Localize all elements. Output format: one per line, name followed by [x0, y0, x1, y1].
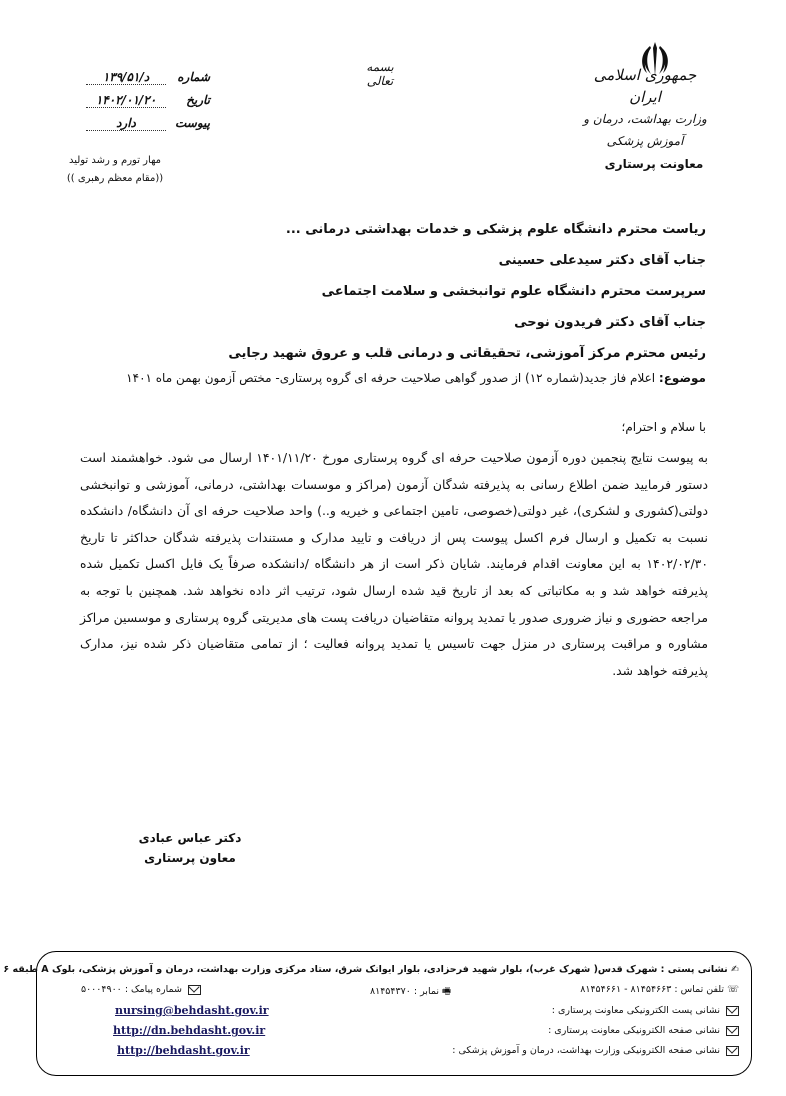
footer-ministry-site-label: نشانی صفحه الکترونیکی وزارت بهداشت، درمان و آموزش پزشکی :	[452, 1045, 739, 1056]
letter-body: به پیوست نتایج پنجمین دوره آزمون صلاحیت حرفه ای گروه پرستاری مورخ ۱۴۰۱/۱۱/۲۰ ارسال می شود. خواهشمند است دستور فرمایید ضمن اطلاع رسانی به پذیرفته شدگان آزمون (مراکز و موسسات بهداشتی، درمانی، آموزشی و توانبخشی دولتی(کشوری و لشکری)، غیر دولتی(خصوصی، تامین اجتماعی و خیریه و..) واحد صلاحیت حرفه ای آن دانشگاه/ دانشکده نسبت به تکمیل و ارسال فرم اکسل پیوست پس از دریافت و تایید مدارک و مستندات پذیرفته شدگان حداکثر تا تاریخ ۱۴۰۲/۰۲/۳۰ به این معاونت اقدام فرمایند. شایان ذکر است از هر دانشگاه /دانشکده صرفاً یک فایل اکسل تکمیل شده پذیرفته خواهد شد و به مکاتباتی که بعد از تاریخ قید شده ارسال شود، ترتیب اثر داده نخواهد شد. همچنین با توجه به مراجعه حضوری و نیاز ضروری صدور یا تمدید پروانه متقاضیان دریافت پست های مدیریتی گروه پرستاری و موسسین مراکز مشاوره و مراقبت پرستاری در منزل جهت تاسیس یا تمدید پروانه فعالیت ؛ از تمامی متقاضیان ذکر شده نیز، مدارک پذیرفته خواهد شد.	[80, 450, 708, 678]
slogan-line2: ((مقام معظم رهبری ))	[66, 173, 164, 184]
addressee-line: سرپرست محترم دانشگاه علوم توانبخشی و سلامت اجتماعی	[321, 284, 706, 299]
footer-site-label: نشانی صفحه الکترونیکی معاونت پرستاری :	[548, 1025, 739, 1036]
envelope-icon	[726, 1046, 739, 1056]
footer-email-label: نشانی پست الکترونیکی معاونت پرستاری :	[552, 1005, 739, 1016]
addressee-line: جناب آقای دکتر فریدون نوحی	[514, 315, 706, 330]
attachment-value: دارد	[86, 116, 166, 131]
fax-icon: 🖷	[442, 986, 451, 997]
footer-address	[3, 964, 739, 975]
envelope-icon	[726, 1026, 739, 1036]
addressee-line: جناب آقای دکتر سیدعلی حسینی	[498, 253, 706, 268]
phone-text: تلفن تماس : ۸۱۴۵۴۶۶۳ - ۸۱۴۵۴۶۶۱	[580, 984, 725, 995]
addressee-list	[66, 214, 706, 369]
slogan	[40, 152, 190, 188]
signature-block	[130, 828, 250, 868]
subject-line	[6, 371, 706, 385]
phone-icon: ☏	[727, 984, 739, 995]
email-link[interactable]: nursing@behdasht.gov.ir	[115, 1004, 269, 1017]
ministry-line1: جمهوری اسلامی ایران	[593, 66, 697, 106]
deputy-site-link[interactable]: http://dn.behdasht.gov.ir	[113, 1024, 266, 1037]
addressee-line: ریاست محترم دانشگاه علوم پزشکی و خدمات بهداشتی درمانی ...	[285, 222, 706, 237]
signatory-name: دکتر عباس عبادی	[138, 831, 242, 845]
subject-label: موضوع:	[658, 371, 706, 385]
sms-text: شماره پیامک : ۵۰۰۰۴۹۰۰	[80, 984, 182, 995]
letter-date-row	[70, 93, 210, 111]
footer-sms	[81, 984, 201, 995]
letter-attachment-row	[70, 116, 210, 134]
number-value: د/۱۳۹/۵۱	[86, 70, 166, 85]
greeting: با سلام و احترام؛	[621, 420, 706, 434]
pen-icon: ✍	[731, 964, 739, 975]
ministry-logo	[580, 64, 710, 152]
slogan-line1: مهار تورم و رشد تولید	[68, 155, 162, 166]
envelope-icon	[188, 985, 201, 995]
ministry-site-link[interactable]: http://behdasht.gov.ir	[117, 1044, 250, 1057]
fax-text: نمابر : ۸۱۴۵۴۳۷۰	[370, 986, 439, 997]
address-text: نشانی پستی : شهرک قدس( شهرک غرب)، بلوار شهید فرحزادی، بلوار ایوانک شرق، ستاد مرکزی وزارت بهداشت، درمان و آموزش پزشکی، بلوک A طبقه ۶	[3, 964, 728, 975]
number-label: شماره	[177, 70, 210, 84]
addressee-line: رئیس محترم مرکز آموزشی، تحقیقاتی و درمانی قلب و عروق شهید رجایی	[228, 346, 706, 361]
ministry-line2: وزارت بهداشت، درمان و آموزش پزشکی	[583, 112, 707, 148]
footer-fax	[370, 984, 451, 1000]
date-label: تاریخ	[186, 93, 210, 107]
signatory-title: معاون پرستاری	[144, 851, 236, 865]
letter-number-row	[70, 70, 210, 88]
envelope-icon	[726, 1006, 739, 1016]
footer-contact-box	[3, 951, 752, 1076]
subject-text: اعلام فاز جدید(شماره ۱۲) از صدور گواهی صلاحیت حرفه ای گروه پرستاری- مختص آزمون بهمن ماه ۱۴۰۱	[126, 371, 656, 385]
date-value: ۱۴۰۲/۰۱/۲۰	[86, 93, 166, 108]
deputy-header: معاونت پرستاری	[604, 157, 704, 171]
footer-phone	[580, 984, 739, 995]
attachment-label: پیوست	[175, 116, 210, 130]
basmala: بسمه تعالی	[366, 60, 394, 88]
